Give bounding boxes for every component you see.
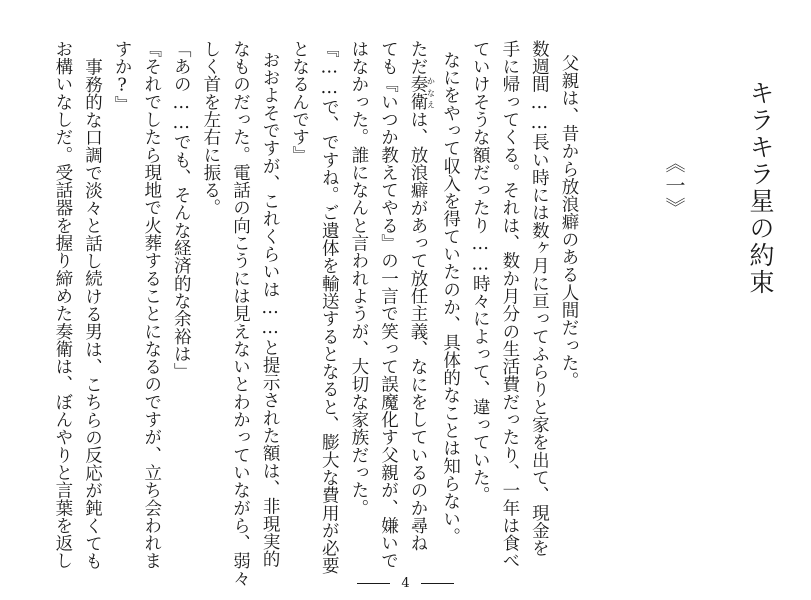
page-number: 4 (401, 576, 410, 591)
text-line: ても『いつか教えてやる』の一言で笑って誤魔化す父親が、嫌いで (378, 40, 399, 570)
text-line: 『それでしたら現地で火葬することになるのですが、立ち会われま (141, 40, 162, 570)
text-line: なにをやって収入を得ていたのか、具体的なことは知らない。 (440, 50, 461, 545)
text-line: お構いなしだ。受話器を握り締めた奏衛は、ぼんやりと言葉を返し (52, 40, 73, 570)
text-line: ただ奏衛かなえは、放浪癖があって放任主義、なにをしているのか尋ね (408, 40, 436, 552)
name-ruby: 奏衛かなえ (408, 75, 436, 111)
text-line: すか?』 (112, 40, 133, 114)
text-line: なものだった。電話の向こうには見えないとわかっていながら、弱々 (230, 40, 251, 588)
text-line: 『……で、ですね。ご遺体を輸送するとなると、膨大な費用が必要 (319, 40, 340, 575)
ruby-reading: かなえ (426, 75, 436, 111)
text-line: 父親は、昔から放浪癖のある人間だった。 (559, 54, 579, 390)
text-line: となるんです』 (289, 40, 310, 164)
footer-rule-left (357, 583, 390, 584)
chapter-heading: 《一》 (662, 153, 686, 219)
text-line: はなかった。誰になんと言われようが、大切な家族だった。 (348, 40, 369, 517)
text-line: 数週間……長い時には数ヶ月に亘ってふらりと家を出て、現金を (529, 40, 550, 557)
text-line: おおよそですが、これくらいは……と提示された額は、非現実的 (260, 50, 281, 568)
text-line: ていけそうな額だったり……時々によって、違っていた。 (470, 40, 491, 504)
footer-rule-right (421, 583, 454, 584)
text-line: 事務的な口調で淡々と話し続ける男は、こちらの反応が鈍くても (82, 57, 103, 570)
book-title: キラキラ星の約束 (746, 80, 775, 296)
text-line: 「あの……でも、そんな経済的な余裕は」 (171, 40, 192, 381)
page-number-footer (0, 576, 811, 591)
text-line: しく首を左右に振る。 (200, 40, 221, 217)
body-text (47, 40, 583, 588)
text-line: 手に帰ってくる。それは、数か月分の生活費だったり、一年は食べ (499, 40, 520, 570)
